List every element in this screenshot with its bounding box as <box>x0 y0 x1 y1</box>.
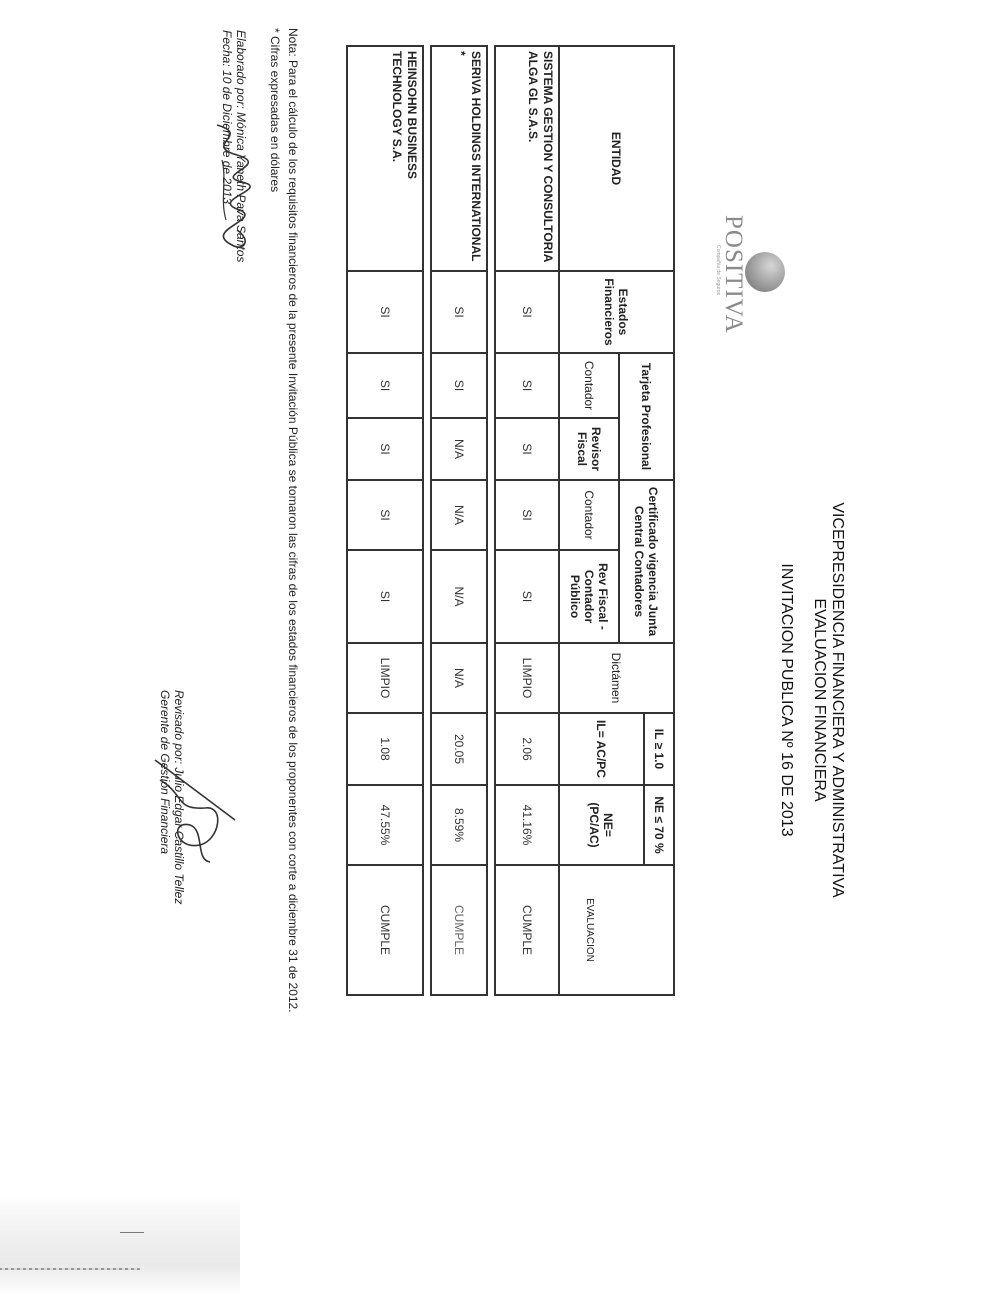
scan-mark <box>120 1232 144 1233</box>
header-evaluacion-blank <box>619 865 674 995</box>
table-row <box>347 46 423 995</box>
cell-revisor: SI <box>495 418 559 480</box>
cell-ne: 47.55% <box>347 785 423 865</box>
header-dictamen: Dictámen <box>559 643 674 713</box>
header-contador: Contador <box>559 353 619 418</box>
cell-estados: SI <box>431 271 487 353</box>
cell-dictamen: LIMPIO <box>347 643 423 713</box>
cell-revfiscal-jcc: SI <box>495 550 559 643</box>
table-row <box>431 46 487 995</box>
header-vicepresidencia: VICEPRESIDENCIA FINANCIERA Y ADMINISTRATIVA <box>829 502 846 898</box>
cell-contador: SI <box>431 353 487 418</box>
cell-estados: SI <box>347 271 423 353</box>
header-evaluacion: EVALUACION <box>559 865 619 995</box>
header-ne-condition: NE ≤ 70 % <box>644 785 674 865</box>
cell-evaluacion: CUMPLE <box>495 865 559 995</box>
header-entidad: ENTIDAD <box>559 46 674 271</box>
elaborado-signature <box>192 120 272 260</box>
cell-dictamen: LIMPIO <box>495 643 559 713</box>
cell-revisor: N/A <box>431 418 487 480</box>
header-contador-2: Contador <box>559 480 619 550</box>
cell-il: 1.08 <box>347 713 423 785</box>
cell-revfiscal-jcc: SI <box>347 550 423 643</box>
cell-ne: 41.16% <box>495 785 559 865</box>
scan-edge <box>0 1195 240 1294</box>
nota-text: Nota: Para el cálculo de los requisitos financieros de la presente Invitación Pública se tomaron las cifras de los estados financieros de los proponentes con corte a diciembre 31 de 2012. <box>286 28 300 1013</box>
cell-evaluacion: CUMPLE <box>431 865 487 995</box>
cell-revfiscal-jcc: N/A <box>431 550 487 643</box>
cifras-note: * Cifras expresadas en dólares <box>268 28 282 193</box>
header-certificado-vigencia: Certificado vigencia Junta Central Contadores <box>619 480 674 643</box>
header-il-condition: IL ≥ 1.0 <box>644 713 674 785</box>
cell-contador-jcc: SI <box>495 480 559 550</box>
cell-estados: SI <box>495 271 559 353</box>
table-row <box>495 46 559 995</box>
revisado-cargo: Gerente de Gestión Financiera <box>158 690 172 855</box>
cell-contador-jcc: N/A <box>431 480 487 550</box>
cell-il: 2.06 <box>495 713 559 785</box>
entity-name: SERIVA HOLDINGS INTERNATIONAL * <box>431 46 487 271</box>
logo-emblem-icon <box>745 252 785 292</box>
evaluation-table <box>346 45 675 996</box>
header-rev-fiscal-cp: Rev Fiscal - Contador Público <box>559 550 619 643</box>
header-tarjeta-profesional: Tarjeta Profesional <box>619 353 674 480</box>
logo-wordmark: POSITIVA <box>720 215 747 334</box>
cell-contador: SI <box>495 353 559 418</box>
positiva-logo <box>715 215 785 334</box>
cell-il: 20.05 <box>431 713 487 785</box>
entity-name: HEINSOHN BUSINESS TECHNOLOGY S.A. <box>347 46 423 271</box>
cell-ne: 8.59% <box>431 785 487 865</box>
header-invitacion: INVITACION PUBLICA Nº 16 DE 2013 <box>778 563 795 837</box>
entity-name: SISTEMA GESTION Y CONSULTORIA ALGA GL S.A.S. <box>495 46 559 271</box>
cell-contador: SI <box>347 353 423 418</box>
header-evaluacion: EVALUACION FINANCIERA <box>811 598 828 802</box>
revisado-signature <box>145 750 245 870</box>
header-il: IL= AC/PC <box>559 713 644 785</box>
elaborado-por: Elaborado por: Mónica Yaneth Pava Santos <box>234 30 248 263</box>
cell-dictamen: N/A <box>431 643 487 713</box>
scan-artifact <box>0 1268 140 1270</box>
elaborado-fecha: Fecha: 10 de Diciembre de 2013 <box>220 30 234 205</box>
cell-revisor: SI <box>347 418 423 480</box>
header-revisor-fiscal: Revisor Fiscal <box>559 418 619 480</box>
header-estados-financieros: Estados Financieros <box>559 271 674 353</box>
header-ne: NE= (PC/AC) <box>559 785 644 865</box>
revisado-por: Revisado por: Julio Edgar Castillo Tellez <box>172 690 186 905</box>
logo-tagline: Compañía de Seguros <box>715 244 721 296</box>
cell-evaluacion: CUMPLE <box>347 865 423 995</box>
cell-contador-jcc: SI <box>347 480 423 550</box>
